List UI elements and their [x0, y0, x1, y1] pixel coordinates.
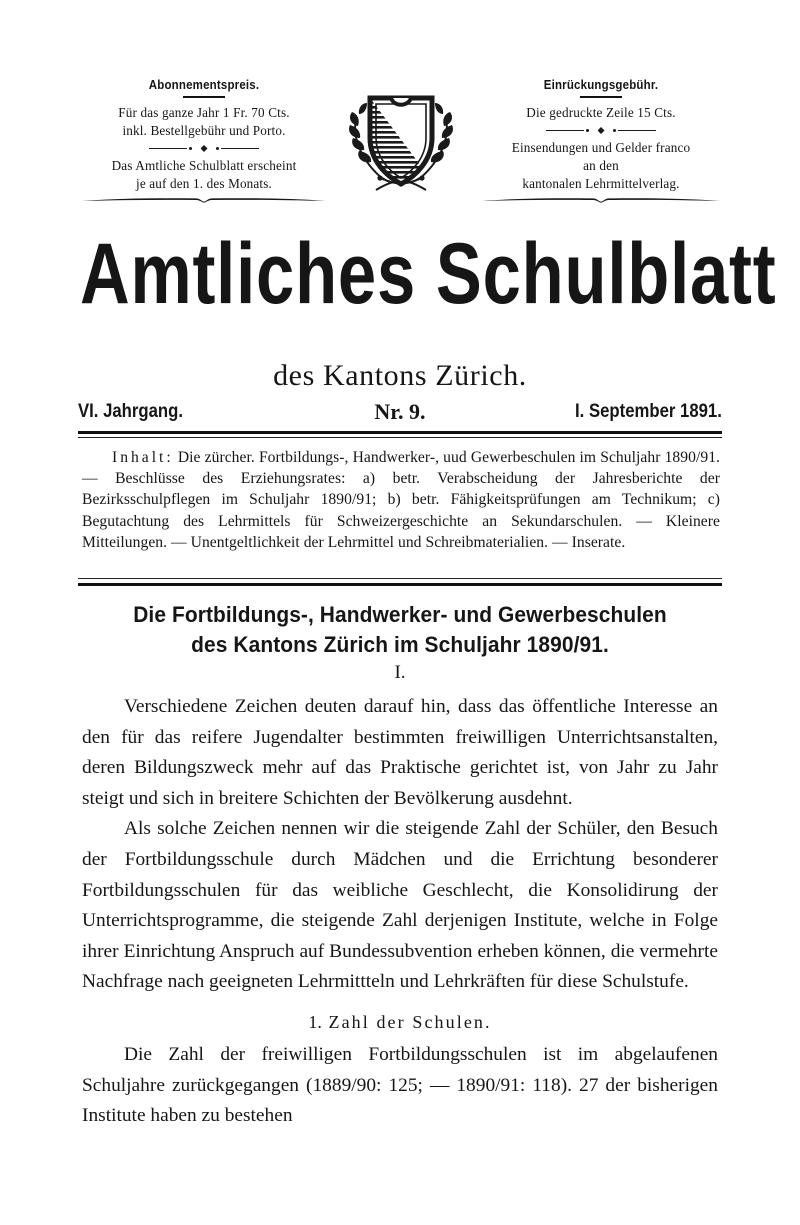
- diamond-icon: [201, 145, 208, 152]
- divider-short: [183, 96, 225, 98]
- body-paragraph: Die Zahl der freiwilligen Fortbildungsschulen ist im abgelaufenen Schuljahre zurückgegangen (1889/90: 125; — 1890/91: 118). 27 der bisherigen Institute haben zu bestehen: [82, 1043, 718, 1127]
- issue-date-label: I. September 1891.: [575, 401, 722, 422]
- subscription-price-heading: Abonnementspreis.: [148, 78, 260, 92]
- body-paragraph: Als solche Zeichen nennen wir die steigende Zahl der Schüler, den Besuch der Fortbildungsschule durch Mädchen und die Errichtung besonderer Fortbildungsschulen für das weibliche Geschlecht, die Konsolidirung der Unterrichtsprogramme, die steigende Zahl derjenigen Institute, welche in Folge ihrer Einrichtung Anspruch auf Bundessubvention erheben können, die vermehrte Nachfrage nach geeigneten Lehrmittteln und Lehrkräften für diese Schulstufe.: [82, 818, 718, 993]
- subscription-price-line-1: Für das ganze Jahr 1 Fr. 70 Cts.: [118, 105, 290, 120]
- article-headline: [84, 600, 716, 660]
- issue-info-line: [78, 399, 722, 427]
- diamond-ornament-divider: [149, 144, 259, 153]
- publication-subtitle: des Kantons Zürich.: [273, 359, 527, 392]
- submissions-line-1: Einsendungen und Gelder franco: [511, 140, 691, 155]
- article-part-number: I.: [394, 662, 406, 683]
- divider-rule-thick: [78, 431, 722, 434]
- article-body: [82, 692, 718, 1132]
- table-of-contents: [82, 447, 720, 553]
- subscription-price-line-2: inkl. Bestellgebühr und Porto.: [122, 123, 286, 138]
- masthead-left-column: [78, 78, 330, 207]
- publication-schedule-line-2: je auf den 1. des Monats.: [136, 176, 272, 191]
- diamond-icon: [598, 127, 605, 134]
- divider-rule-thin: [78, 437, 722, 438]
- zurich-coat-of-arms-icon: [336, 86, 466, 198]
- section-number: 1.: [308, 1011, 322, 1032]
- divider-rule-thin: [78, 578, 722, 579]
- divider-short: [580, 96, 622, 98]
- contents-label: Inhalt:: [112, 449, 174, 466]
- insertion-fee-heading: Einrückungsgebühr.: [543, 78, 659, 92]
- section-title: Zahl der Schulen.: [328, 1011, 492, 1032]
- submissions-line-3: kantonalen Lehrmittelverlag.: [522, 176, 680, 191]
- submissions-line-2: an den: [583, 158, 619, 173]
- volume-label: VI. Jahrgang.: [78, 401, 183, 422]
- issue-number-label: Nr. 9.: [374, 399, 426, 424]
- body-paragraph: Verschiedene Zeichen deuten darauf hin, dass das öffentliche Interesse an den für das reifere Jugendalter bestimmten freiwilligen Unterrichtsanstalten, deren Bildungszweck mehr auf das Praktische gerichtet ist, von Jahr zu Jahr steigt und sich in breitere Schichten der Bevölkerung ausdehnt.: [82, 696, 718, 809]
- swelled-rule-right: [478, 193, 724, 207]
- diamond-ornament-divider: [546, 126, 656, 135]
- swelled-rule-left: [78, 193, 330, 207]
- divider-rule-thick: [78, 583, 722, 586]
- publication-schedule-line-1: Das Amtliche Schulblatt erscheint: [111, 158, 297, 173]
- section-heading: [82, 1008, 718, 1036]
- article-headline-line-1: Die Fortbildungs-, Handwerker- und Gewerbeschulen: [133, 602, 667, 627]
- insertion-fee-line-1: Die gedruckte Zeile 15 Cts.: [526, 105, 676, 120]
- publication-title: Amtliches Schulblatt: [80, 226, 777, 322]
- contents-text: Die zürcher. Fortbildungs-, Handwerker-, uud Gewerbeschulen im Schuljahr 1890/91. — Beschlüsse des Erziehungsrates: a) betr. Verabscheidung der Jahresberichte der Bezirksschulpflegen im Schuljahr 1890/91; b) betr. Fähigkeitsprüfungen am Technikum; c) Begutachtung des Lehrmittels für Schweizergeschichte an Sekundarschulen. — Kleinere Mitteilungen. — Unentgeltlichkeit der Lehrmittel und Schreibmaterialien. — Inserate.: [82, 449, 720, 551]
- article-headline-line-2: des Kantons Zürich im Schuljahr 1890/91.: [191, 632, 609, 657]
- masthead-right-column: [478, 78, 724, 207]
